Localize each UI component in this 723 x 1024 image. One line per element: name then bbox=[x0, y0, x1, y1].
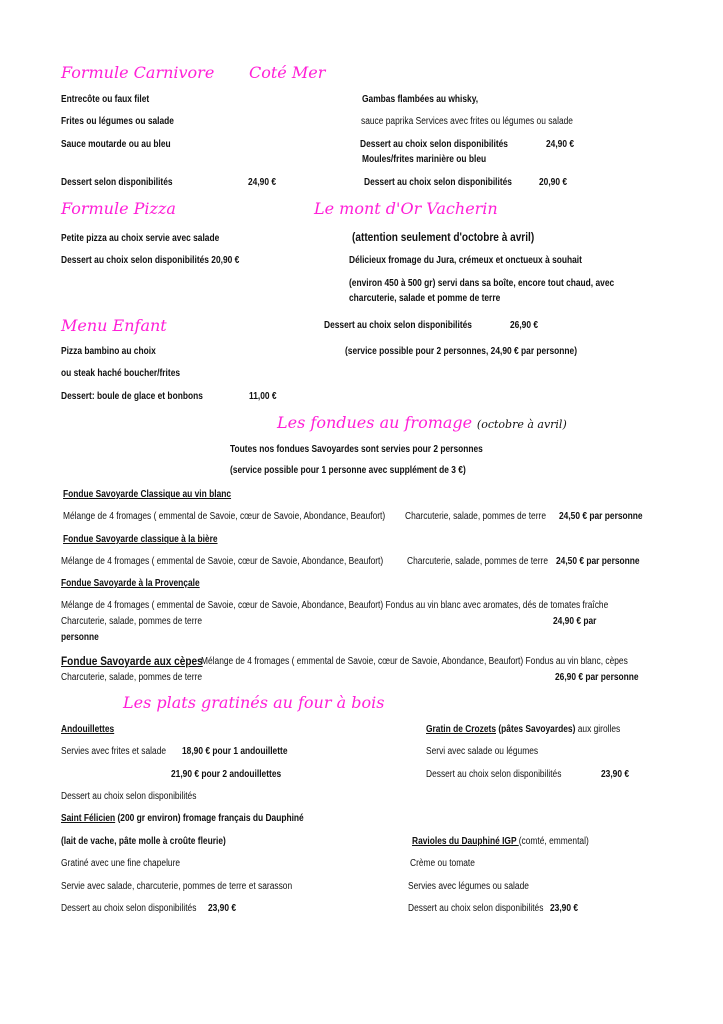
fondue-3-price-2: personne bbox=[61, 632, 99, 643]
mer-line-4: Moules/frites marinière ou bleu bbox=[362, 154, 487, 165]
ravioles-heading bbox=[412, 836, 589, 848]
cote-mer-title: Coté Mer bbox=[249, 63, 326, 82]
carnivore-line-3: Sauce moutarde ou au bleu bbox=[61, 139, 171, 150]
mer-line-2: sauce paprika Services avec frites ou légumes ou salade bbox=[361, 116, 573, 127]
saint-felicien-rest: (200 gr environ) fromage français du Dauphiné bbox=[115, 813, 304, 824]
fondues-title bbox=[277, 414, 567, 434]
mer-line-5: Dessert au choix selon disponibilités bbox=[364, 177, 512, 188]
fondue-3-desc: Mélange de 4 fromages ( emmental de Savoie, cœur de Savoie, Abondance, Beaufort) Fondus au vin blanc avec aromates, dés de tomates fraîche bbox=[61, 600, 609, 611]
vacherin-line-5: (service possible pour 2 personnes, 24,90 € par personne) bbox=[345, 346, 578, 357]
fondue-1-desc: Mélange de 4 fromages ( emmental de Savoie, cœur de Savoie, Abondance, Beaufort) bbox=[63, 511, 386, 522]
crozets-line-2: Dessert au choix selon disponibilités bbox=[426, 769, 562, 780]
saint-felicien-line-2: Gratiné avec une fine chapelure bbox=[61, 858, 181, 869]
enfant-line-2: ou steak haché boucher/frites bbox=[61, 368, 181, 379]
enfant-line-1: Pizza bambino au choix bbox=[61, 346, 156, 357]
enfant-line-3: Dessert: boule de glace et bonbons bbox=[61, 391, 203, 402]
fondue-2-desc: Mélange de 4 fromages ( emmental de Savoie, cœur de Savoie, Abondance, Beaufort) bbox=[61, 556, 384, 567]
crozets-heading bbox=[426, 724, 620, 736]
pizza-line-2: Dessert au choix selon disponibilités 20,90 € bbox=[61, 255, 240, 266]
fondues-intro-2: (service possible pour 1 personne avec supplément de 3 €) bbox=[230, 465, 466, 476]
enfant-price: 11,00 € bbox=[249, 391, 277, 402]
vacherin-price: 26,90 € bbox=[510, 320, 539, 331]
fondue-1-side: Charcuterie, salade, pommes de terre bbox=[405, 511, 547, 522]
formule-pizza-title: Formule Pizza bbox=[61, 199, 176, 218]
ravioles-name: Ravioles du Dauphiné IGP bbox=[412, 836, 519, 847]
vacherin-line-3: charcuterie, salade et pomme de terre bbox=[349, 293, 501, 304]
fondue-3-name: Fondue Savoyarde à la Provençale bbox=[61, 578, 200, 589]
carnivore-line-2: Frites ou légumes ou salade bbox=[61, 116, 174, 127]
fondue-1-price: 24,50 € par personne bbox=[559, 511, 643, 522]
saint-felicien-line-4: Dessert au choix selon disponibilités bbox=[61, 903, 197, 914]
vacherin-line-2: (environ 450 à 500 gr) servi dans sa boîte, encore tout chaud, avec bbox=[349, 278, 615, 289]
menu-enfant-title: Menu Enfant bbox=[61, 316, 167, 335]
saint-felicien-line-1: (lait de vache, pâte molle à croûte fleurie) bbox=[61, 836, 226, 847]
formule-carnivore-title: Formule Carnivore bbox=[61, 63, 215, 82]
fondues-period: (octobre à avril) bbox=[476, 418, 567, 431]
fondues-title-text: Les fondues au fromage bbox=[277, 413, 473, 432]
fondue-2-price: 24,50 € par personne bbox=[556, 556, 640, 567]
fondue-4-desc: Mélange de 4 fromages ( emmental de Savoie, cœur de Savoie, Abondance, Beaufort) Fondus au vin blanc, cèpes bbox=[201, 656, 628, 667]
fondues-intro-1: Toutes nos fondues Savoyardes sont servies pour 2 personnes bbox=[230, 444, 483, 455]
ravioles-price: 23,90 € bbox=[550, 903, 579, 914]
ravioles-rest: (comté, emmental) bbox=[518, 836, 589, 847]
ravioles-line-3: Dessert au choix selon disponibilités bbox=[408, 903, 544, 914]
fondue-2-name: Fondue Savoyarde classique à la bière bbox=[63, 534, 218, 545]
carnivore-price: 24,90 € bbox=[248, 177, 277, 188]
carnivore-line-1: Entrecôte ou faux filet bbox=[61, 94, 150, 105]
vacherin-note: (attention seulement d'octobre à avril) bbox=[352, 230, 535, 244]
mer-line-3: Dessert au choix selon disponibilités bbox=[360, 139, 508, 150]
andouillettes-line-1: Servies avec frites et salade bbox=[61, 746, 167, 757]
fondue-4-side: Charcuterie, salade, pommes de terre bbox=[61, 672, 203, 683]
saint-felicien-line-3: Servie avec salade, charcuterie, pommes de terre et sarasson bbox=[61, 881, 293, 892]
crozets-price: 23,90 € bbox=[601, 769, 630, 780]
mer-line-3-price: 24,90 € bbox=[546, 139, 575, 150]
crozets-extra: aux girolles bbox=[575, 724, 621, 735]
carnivore-line-4: Dessert selon disponibilités bbox=[61, 177, 173, 188]
mer-line-1: Gambas flambées au whisky, bbox=[362, 94, 479, 105]
andouillettes-line-3: Dessert au choix selon disponibilités bbox=[61, 791, 197, 802]
pizza-line-1: Petite pizza au choix servie avec salade bbox=[61, 233, 220, 244]
vacherin-line-1: Délicieux fromage du Jura, crémeux et onctueux à souhait bbox=[349, 255, 582, 266]
fondue-3-price: 24,90 € par bbox=[553, 616, 597, 627]
vacherin-line-4: Dessert au choix selon disponibilités bbox=[324, 320, 472, 331]
ravioles-line-1: Crème ou tomate bbox=[410, 858, 475, 869]
fondue-1-name: Fondue Savoyarde Classique au vin blanc bbox=[63, 489, 232, 500]
andouillettes-price-1: 18,90 € pour 1 andouillette bbox=[182, 746, 288, 757]
gratines-title: Les plats gratinés au four à bois bbox=[123, 693, 385, 712]
fondue-3-side: Charcuterie, salade, pommes de terre bbox=[61, 616, 203, 627]
fondue-2-side: Charcuterie, salade, pommes de terre bbox=[407, 556, 549, 567]
mer-line-5-price: 20,90 € bbox=[539, 177, 568, 188]
vacherin-title: Le mont d'Or Vacherin bbox=[314, 199, 498, 218]
crozets-sub: (pâtes Savoyardes) bbox=[496, 724, 576, 735]
andouillettes-price-2: 21,90 € pour 2 andouillettes bbox=[171, 769, 282, 780]
crozets-line-1: Servi avec salade ou légumes bbox=[426, 746, 539, 757]
fondue-4-price: 26,90 € par personne bbox=[555, 672, 639, 683]
crozets-name: Gratin de Crozets bbox=[426, 724, 497, 735]
andouillettes-name: Andouillettes bbox=[61, 724, 115, 735]
fondue-4-name: Fondue Savoyarde aux cèpes bbox=[61, 654, 203, 668]
saint-felicien-heading bbox=[61, 813, 304, 825]
saint-felicien-price: 23,90 € bbox=[208, 903, 237, 914]
ravioles-line-2: Servies avec légumes ou salade bbox=[408, 881, 529, 892]
saint-felicien-name: Saint Félicien bbox=[61, 813, 116, 824]
